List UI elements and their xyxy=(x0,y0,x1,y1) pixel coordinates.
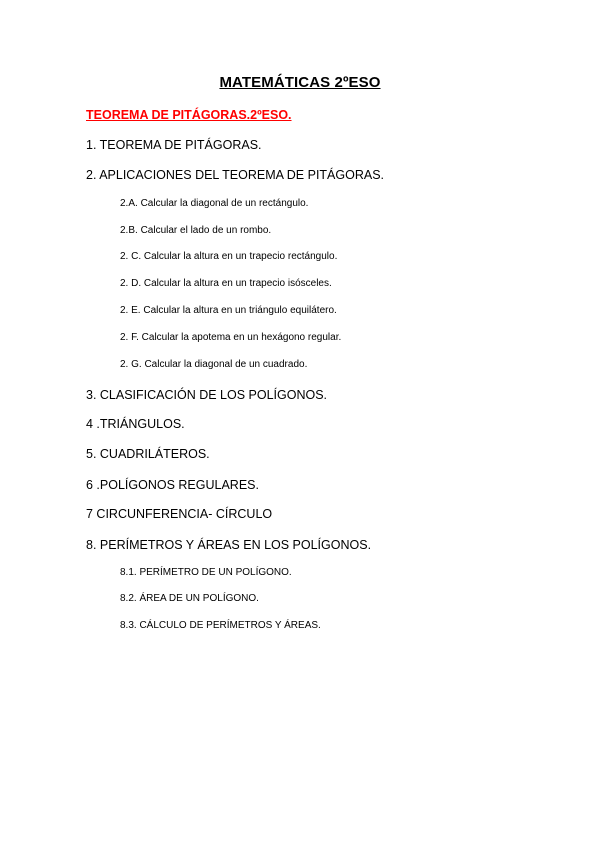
section-7: 7 CIRCUNFERENCIA- CÍRCULO xyxy=(86,507,273,521)
subsection-2c: 2. C. Calcular la altura en un trapecio rectángulo. xyxy=(120,251,338,262)
section-2: 2. APLICACIONES DEL TEOREMA DE PITÁGORAS. xyxy=(86,168,385,182)
topic-subtitle: TEOREMA DE PITÁGORAS.2ºESO. xyxy=(86,108,292,122)
subsection-2d: 2. D. Calcular la altura en un trapecio isósceles. xyxy=(120,278,332,289)
subsection-2f: 2. F. Calcular la apotema en un hexágono regular. xyxy=(120,332,342,343)
section-1: 1. TEOREMA DE PITÁGORAS. xyxy=(86,138,262,152)
subsection-8-1: 8.1. PERÍMETRO DE UN POLÍGONO. xyxy=(120,567,292,578)
subsection-8-3: 8.3. CÁLCULO DE PERÍMETROS Y ÁREAS. xyxy=(120,620,321,631)
subsection-2a: 2.A. Calcular la diagonal de un rectángulo. xyxy=(120,198,309,209)
subsection-2e: 2. E. Calcular la altura en un triángulo equilátero. xyxy=(120,305,337,316)
section-8: 8. PERÍMETROS Y ÁREAS EN LOS POLÍGONOS. xyxy=(86,538,372,552)
page-title: MATEMÁTICAS 2ºESO xyxy=(219,74,381,91)
section-5: 5. CUADRILÁTEROS. xyxy=(86,447,210,461)
section-6: 6 .POLÍGONOS REGULARES. xyxy=(86,478,259,492)
subsection-2g: 2. G. Calcular la diagonal de un cuadrado. xyxy=(120,359,308,370)
subsection-2b: 2.B. Calcular el lado de un rombo. xyxy=(120,225,272,236)
section-3: 3. CLASIFICACIÓN DE LOS POLÍGONOS. xyxy=(86,388,328,402)
subsection-8-2: 8.2. ÁREA DE UN POLÍGONO. xyxy=(120,593,259,604)
section-4: 4 .TRIÁNGULOS. xyxy=(86,417,185,431)
